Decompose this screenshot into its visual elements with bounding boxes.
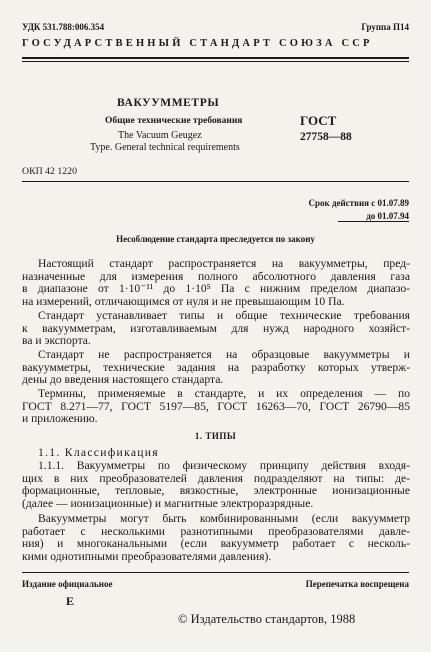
subsection-heading: 1.1. Классификация: [38, 446, 159, 459]
text-line: Настоящий стандарт распространяется на вакуумметры, пред-: [38, 257, 410, 270]
validity-to: до 01.07.94: [366, 211, 409, 221]
intro-paragraph-1: [22, 258, 410, 308]
text-line: ния) и многоканальными (если вакуумметр работает с несколь-: [22, 537, 410, 551]
text-line: Вакуумметры могут быть комбинированными (если вакуумметр: [38, 512, 410, 525]
edition-letter: Е: [66, 594, 75, 608]
intro-paragraph-4: [22, 388, 410, 426]
gost-label: ГОСТ: [300, 113, 337, 128]
english-title-line2: Type. General technical requirements: [90, 142, 240, 153]
banner-rule-thin: [22, 61, 409, 62]
group-code: Группа П14: [361, 22, 409, 32]
text-line: Стандарт не распространяется на образцовые вакуумметры и: [38, 348, 410, 361]
english-title-line1: The Vacuum Geugez: [118, 130, 202, 141]
intro-paragraph-3: [22, 349, 410, 387]
section-paragraph-1: [22, 460, 410, 510]
text-line: 1.1.1. Вакуумметры по физическому принципу действия входя-: [38, 459, 410, 472]
text-line: ва и экспорта.: [22, 334, 91, 348]
reprint-notice: Перепечатка воспрещена: [305, 579, 409, 589]
text-line: кими однотипными преобразователями давления).: [22, 549, 272, 563]
legal-warning: Несоблюдение стандарта преследуется по закону: [116, 234, 315, 244]
document-subtitle: Общие технические требования: [105, 116, 243, 126]
text-line: на измерений, отличающимся от нуля и не превышающим 10 Па.: [22, 294, 345, 308]
text-line: ГОСТ 8.271—77, ГОСТ 5197—85, ГОСТ 16263—70, ГОСТ 26790—85: [22, 399, 410, 413]
validity-from: Срок действия с 01.07.89: [308, 198, 409, 208]
text-line: формационные, тепловые, вязкостные, электронные ионизационные: [22, 484, 410, 498]
text-line: работает с несколькими разнотипными преобразователями давле-: [22, 524, 410, 538]
udk-code: УДК 531.788:006.354: [22, 22, 105, 32]
gost-number: 27758—88: [300, 131, 352, 143]
text-line: к вакуумметрам, изготавливаемым для нужд народного хозяйст-: [22, 321, 410, 335]
text-line: дены до введения настоящего стандарта.: [22, 373, 224, 387]
validity-underline: [338, 221, 409, 222]
okp-code: ОКП 42 1220: [22, 166, 77, 177]
text-line: и приложению.: [22, 412, 98, 426]
official-edition: Издание официальное: [22, 579, 113, 589]
document-title: ВАКУУММЕТРЫ: [117, 97, 220, 109]
section-paragraph-2: [22, 513, 410, 563]
state-standard-banner: ГОСУДАРСТВЕННЫЙ СТАНДАРТ СОЮЗА ССР: [22, 38, 373, 49]
section-heading: 1. ТИПЫ: [194, 431, 237, 441]
copyright-notice: © Издательство стандартов, 1988: [178, 612, 356, 626]
text-line: щих в них преобразователей давления подразделяют на типы: де-: [22, 471, 410, 485]
title-separator: [22, 181, 409, 182]
text-line: Термины, применяемые в стандарте, и их определения — по: [38, 387, 410, 400]
text-line: назначенные для измерения полного абсолютного давления газа: [22, 269, 410, 283]
text-line: в диапазоне от 1·10⁻¹¹ до 1·10⁵ Па с нижним пределом диапазо-: [22, 282, 410, 296]
text-line: Стандарт устанавливает типы и общие технические требования: [38, 309, 410, 322]
footer-rule: [22, 572, 409, 573]
banner-rule-thick: [22, 57, 409, 59]
intro-paragraph-2: [22, 310, 410, 348]
text-line: вакуумметры, технические задания на разработку которых утверж-: [22, 360, 410, 374]
text-line: (далее — ионизационные) и магнитные электроразрядные.: [22, 496, 314, 510]
